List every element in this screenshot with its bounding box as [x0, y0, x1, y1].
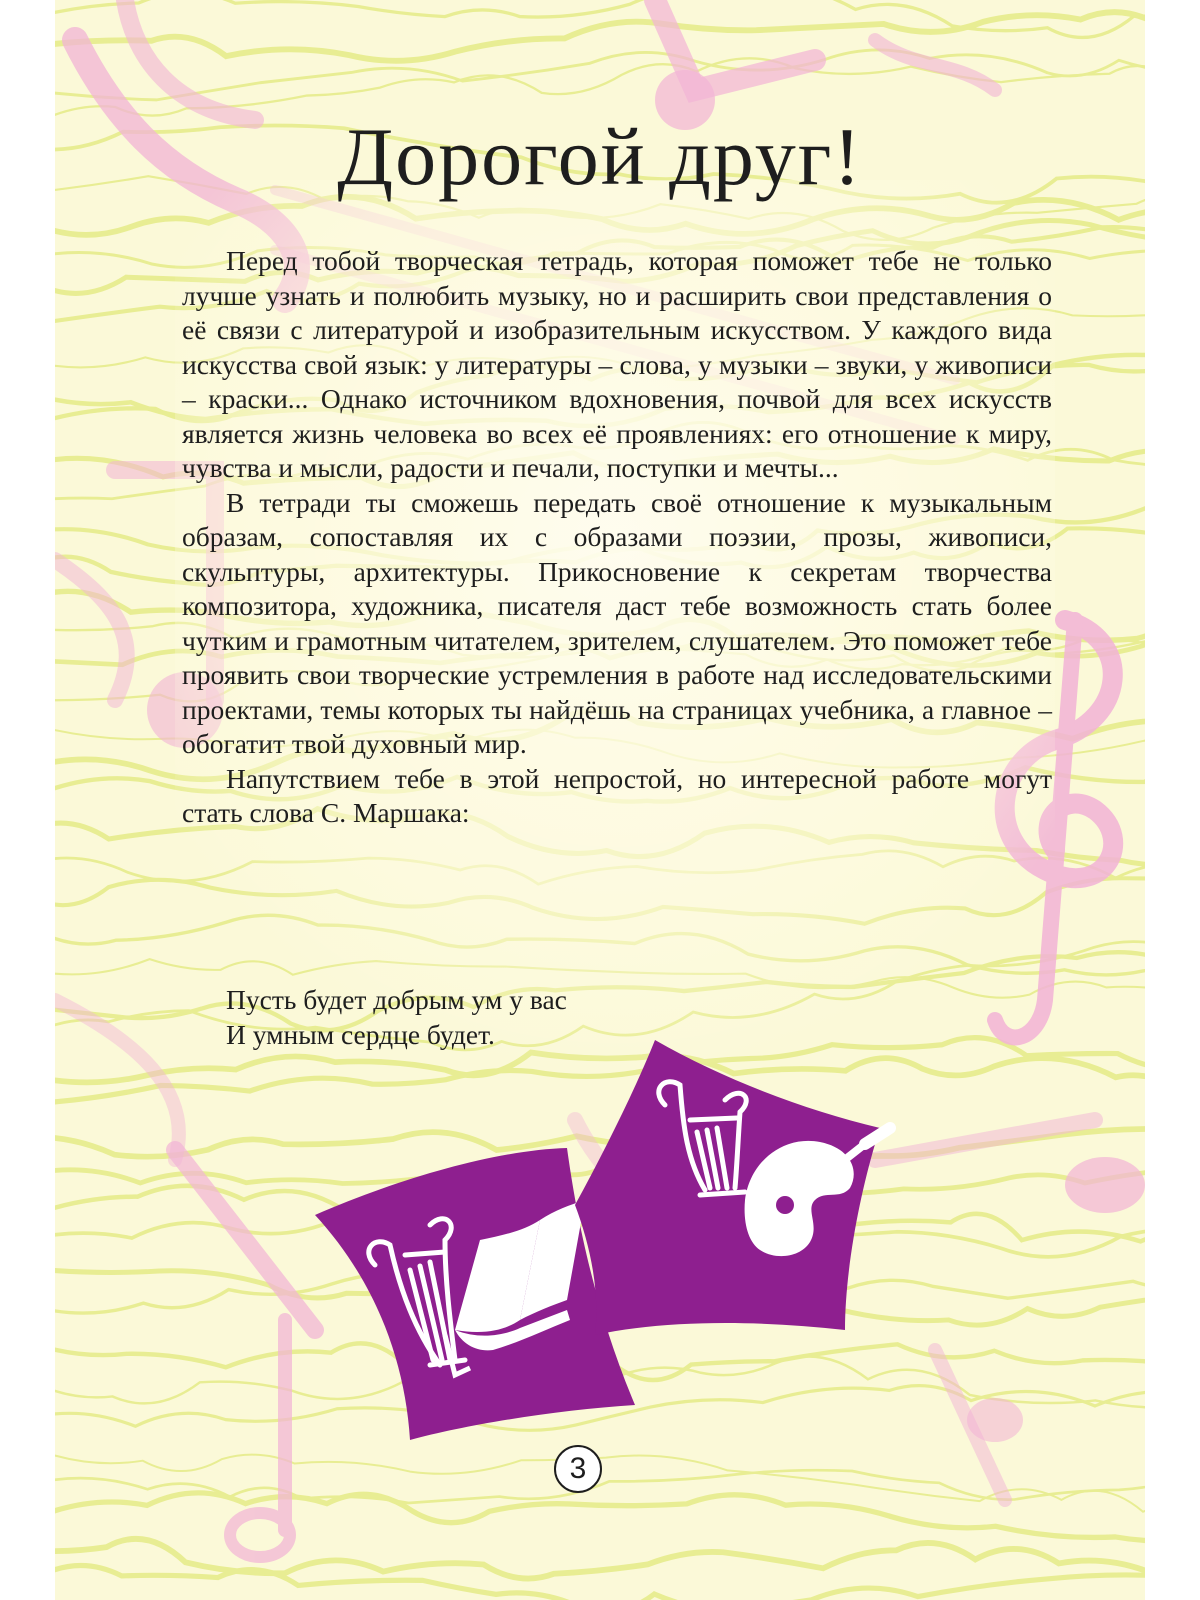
- paragraph: В тетради ты сможешь передать своё отношение к музыкальным образам, сопоставляя их с образами поэзии, прозы, живописи, скульптуры, архитектуры. Прикосновение к секретам творчества композитора, художника, писателя даст тебе возможность стать более чутким и грамотным читателем, зрителем, слушателем. Это поможет тебе проявить свои творческие устремления в работе над исследовательскими проектами, темы которых ты найдёшь на страницах учебника, а главное – обогатит твой духовный мир.: [182, 486, 1052, 759]
- paragraph: Перед тобой творческая тетрадь, которая поможет тебе не только лучше узнать и полюбить музыку, но и расширить свои представления о её связи с литературой и изобразительным искусством. У каждого вида искусства свой язык: у литературы – слова, у музыки – звуки, у живописи – краски... Однако источником вдохновения, почвой для всех искусств является жизнь человека во всех её проявлениях: его отношение к миру, чувства и мысли, радости и печали, поступки и мечты...: [182, 245, 1052, 483]
- poem-line: И умным сердце будет.: [226, 1018, 495, 1050]
- paragraph: Напутствием тебе в этой непростой, но интересной работе могут стать слова С. Маршака:: [182, 762, 1052, 828]
- page-number: 3: [554, 1445, 602, 1493]
- zebra-stripe: [55, 0, 1145, 37]
- art-emblems: [305, 1030, 905, 1450]
- poem-line: Пусть будет добрым ум у вас: [226, 984, 567, 1015]
- book-page: [55, 0, 1145, 1600]
- body-text: [182, 244, 1052, 831]
- page-title: Дорогой друг!: [337, 111, 863, 202]
- zebra-stripe: [55, 12, 1145, 61]
- zebra-stripe: [55, 1559, 1145, 1600]
- lyre-palette-emblem: [575, 1040, 890, 1335]
